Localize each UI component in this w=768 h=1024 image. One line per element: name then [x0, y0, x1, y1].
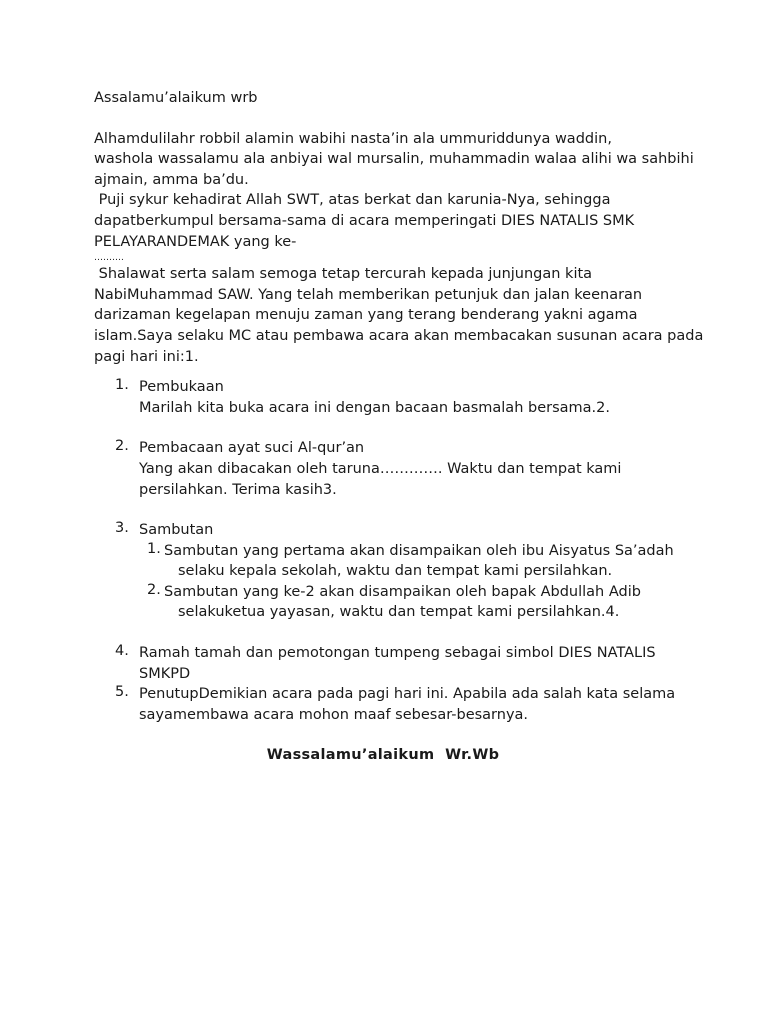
agenda-item-opening: [94, 377, 694, 418]
opening-line: washola wassalamu ala anbiyai wal mursalin, muhammadin walaa alihi wa sahbihi: [94, 151, 694, 168]
agenda-list: [94, 377, 694, 725]
agenda-item-quran-recitation: [94, 438, 694, 500]
agenda-text: SMKPD: [139, 665, 191, 682]
opening-line: PELAYARANDEMAK yang ke-: [94, 233, 297, 250]
agenda-item-refreshments: [94, 643, 694, 684]
opening-line: Puji sykur kehadirat Allah SWT, atas berkat dan karunia-Nya, sehingga: [94, 192, 611, 209]
agenda-number: 1.: [115, 377, 129, 394]
speech-item-second: [94, 582, 694, 623]
ellipsis-placeholder: ……….: [94, 253, 124, 264]
agenda-text: PenutupDemikian acara pada pagi hari ini. Apabila ada salah kata selama: [139, 686, 676, 703]
shalawat-line: darizaman kegelapan menuju zaman yang terang benderang yakni agama: [94, 307, 638, 324]
agenda-item-speeches: [94, 520, 694, 623]
sub-number: 2.: [147, 581, 161, 598]
agenda-title: Pembukaan: [139, 379, 224, 396]
agenda-text: Ramah tamah dan pemotongan tumpeng sebagai simbol DIES NATALIS: [139, 645, 656, 662]
speech-text: Sambutan yang ke-2 akan disampaikan oleh bapak Abdullah Adib: [164, 583, 641, 600]
agenda-title: Pembacaan ayat suci Al-qur’an: [139, 440, 365, 457]
document-page: [94, 88, 704, 766]
speech-text: selaku kepala sekolah, waktu dan tempat kami persilahkan.: [178, 563, 613, 580]
closing-salutation: Wassalamu’alaikum Wr.Wb: [266, 747, 500, 764]
agenda-title: Sambutan: [139, 522, 214, 539]
opening-paragraph: [94, 129, 694, 265]
opening-line: dapatberkumpul bersama-sama di acara memperingati DIES NATALIS SMK: [94, 212, 635, 229]
shalawat-paragraph: [94, 264, 704, 367]
agenda-text: Yang akan dibacakan oleh taruna…………. Waktu dan tempat kami: [139, 460, 622, 477]
agenda-number: 4.: [115, 643, 129, 660]
speech-text: selakuketua yayasan, waktu dan tempat kami persilahkan.4.: [178, 604, 620, 621]
agenda-number: 5.: [115, 684, 129, 701]
sub-number: 1.: [147, 540, 161, 557]
opening-line: Alhamdulilahr robbil alamin wabihi nasta’in ala ummuriddunya waddin,: [94, 130, 612, 147]
opening-line: ajmain, amma ba’du.: [94, 171, 249, 188]
shalawat-line: Shalawat serta salam semoga tetap tercurah kepada junjungan kita: [94, 266, 593, 283]
speech-text: Sambutan yang pertama akan disampaikan oleh ibu Aisyatus Sa’adah: [164, 542, 674, 559]
agenda-text: sayamembawa acara mohon maaf sebesar-besarnya.: [139, 706, 529, 723]
agenda-number: 3.: [115, 520, 129, 537]
shalawat-line: islam.Saya selaku MC atau pembawa acara akan membacakan susunan acara pada: [94, 327, 704, 344]
agenda-item-closing: [94, 684, 694, 725]
agenda-text: Marilah kita buka acara ini dengan bacaan basmalah bersama.2.: [139, 399, 610, 416]
agenda-text: persilahkan. Terima kasih3.: [139, 481, 337, 498]
shalawat-line: NabiMuhammad SAW. Yang telah memberikan petunjuk dan jalan keenaran: [94, 286, 643, 303]
greeting: Assalamu’alaikum wrb: [94, 90, 258, 106]
agenda-number: 2.: [115, 438, 129, 455]
shalawat-line: pagi hari ini:1.: [94, 348, 199, 365]
speech-item-first: [94, 541, 694, 582]
